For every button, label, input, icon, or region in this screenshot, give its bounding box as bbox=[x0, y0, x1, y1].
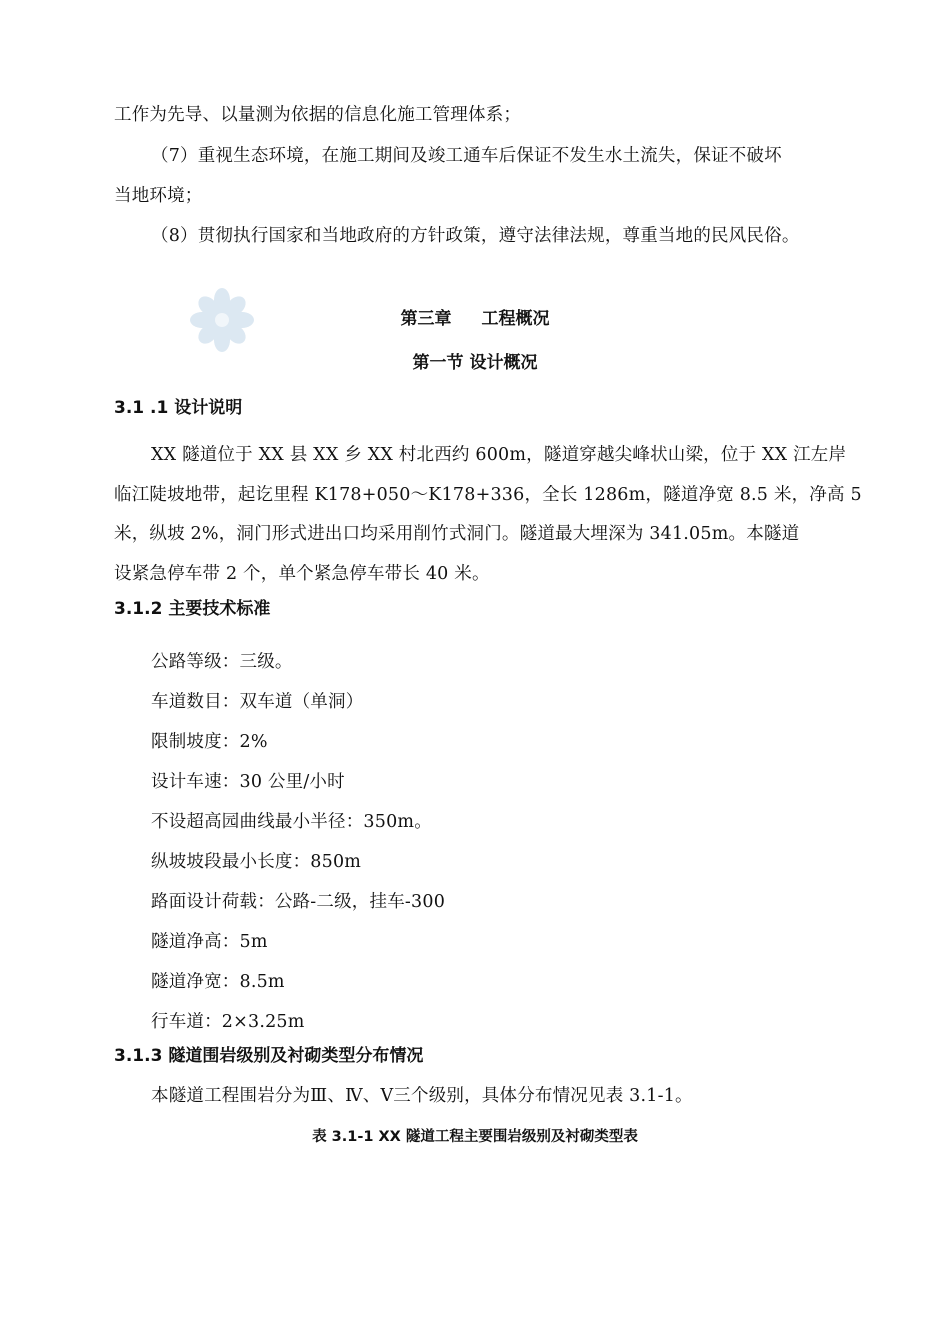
heading-3-1-1: 3.1 .1 设计说明 bbox=[114, 398, 243, 418]
paragraph-7-line-2: 当地环境； bbox=[114, 186, 203, 206]
table-caption: 表 3.1-1 XX 隧道工程主要围岩级别及衬砌类型表 bbox=[312, 1129, 638, 1145]
rock-grade-paragraph: 本隧道工程围岩分为Ⅲ、Ⅳ、Ⅴ三个级别，具体分布情况见表 3.1-1。 bbox=[151, 1086, 693, 1106]
heading-3-1-3: 3.1.3 隧道围岩级别及衬砌类型分布情况 bbox=[114, 1046, 424, 1066]
standard-item: 设计车速：30 公里/小时 bbox=[151, 772, 345, 792]
chapter-title bbox=[0, 307, 950, 331]
standard-item: 车道数目：双车道（单洞） bbox=[151, 692, 364, 712]
standard-item: 行车道：2×3.25m bbox=[151, 1012, 305, 1032]
design-description-line-4: 设紧急停车带 2 个，单个紧急停车带长 40 米。 bbox=[114, 564, 490, 584]
standard-item: 隧道净宽：8.5m bbox=[151, 972, 285, 992]
design-description-line-2: 临江陡坡地带，起讫里程 K178+050～K178+336，全长 1286m，隧道净宽 8.5 米，净高 5 bbox=[114, 485, 862, 505]
chapter-name: 工程概况 bbox=[481, 309, 550, 329]
section-title: 第一节 设计概况 bbox=[412, 353, 538, 373]
standard-item: 限制坡度：2% bbox=[151, 732, 268, 752]
paragraph-7-line-1: （7）重视生态环境，在施工期间及竣工通车后保证不发生水土流失，保证不破坏 bbox=[151, 146, 782, 166]
standard-item: 公路等级：三级。 bbox=[151, 652, 293, 672]
chapter-number: 第三章 bbox=[400, 309, 452, 329]
design-description-line-3: 米，纵坡 2%，洞门形式进出口均采用削竹式洞门。隧道最大埋深为 341.05m。本隧道 bbox=[114, 524, 800, 544]
design-description-line-1: XX 隧道位于 XX 县 XX 乡 XX 村北西约 600m，隧道穿越尖峰状山梁，位于 XX 江左岸 bbox=[151, 445, 847, 465]
standard-item: 不设超高园曲线最小半径：350m。 bbox=[151, 812, 432, 832]
paragraph-8: （8）贯彻执行国家和当地政府的方针政策，遵守法律法规，尊重当地的民风民俗。 bbox=[151, 226, 800, 246]
standard-item: 路面设计荷载：公路-二级，挂车-300 bbox=[151, 892, 446, 912]
heading-3-1-2: 3.1.2 主要技术标准 bbox=[114, 599, 271, 619]
paragraph-continuation: 工作为先导、以量测为依据的信息化施工管理体系； bbox=[114, 105, 522, 125]
standard-item: 隧道净高：5m bbox=[151, 932, 268, 952]
standard-item: 纵坡坡段最小长度：850m bbox=[151, 852, 362, 872]
